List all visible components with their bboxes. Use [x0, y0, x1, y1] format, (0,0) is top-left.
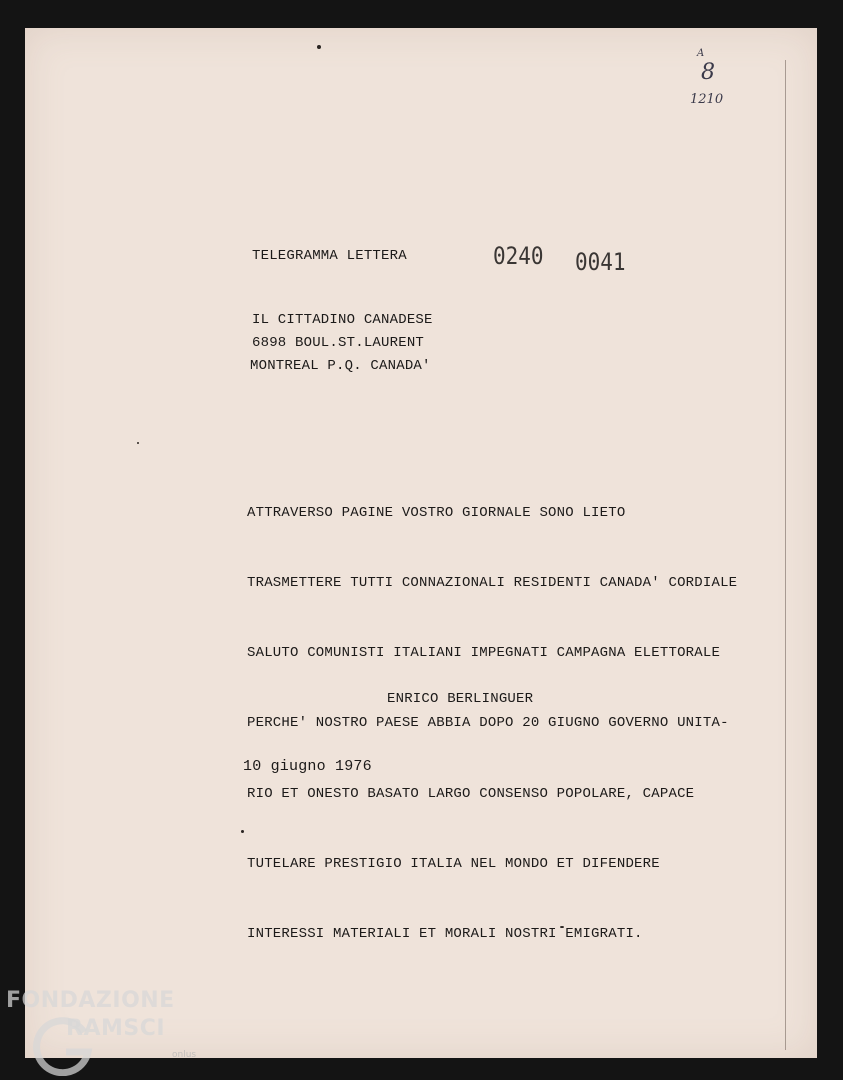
recipient-line-3: MONTREAL P.Q. CANADA' [250, 358, 431, 374]
stamp-number-2: 0041 [575, 248, 626, 276]
paper-speck [241, 830, 244, 833]
message-line: SALUTO COMUNISTI ITALIANI IMPEGNATI CAMPAGNA ELETTORALE [247, 645, 721, 662]
paper-speck [137, 442, 139, 444]
handwritten-mark: 8 [701, 60, 715, 85]
watermark-line-2: RAMSCI [66, 1016, 166, 1041]
watermark-line-1: FONDAZIONE [6, 988, 175, 1013]
message-body [247, 455, 737, 970]
message-line: TRASMETTERE TUTTI CONNAZIONALI RESIDENTI CANADA' CORDIALE [247, 575, 738, 592]
message-line: TUTELARE PRESTIGIO ITALIA NEL MONDO ET DIFENDERE [247, 855, 660, 872]
message-line: INTERESSI MATERIALI ET MORALI NOSTRI EMIGRATI. [247, 926, 643, 943]
document-date: 10 giugno 1976 [243, 758, 372, 775]
message-line: RIO ET ONESTO BASATO LARGO CONSENSO POPOLARE, CAPACE [247, 785, 695, 802]
message-line: ATTRAVERSO PAGINE VOSTRO GIORNALE SONO LIETO [247, 504, 626, 521]
signature: ENRICO BERLINGUER [387, 691, 534, 707]
page-edge-line [785, 60, 786, 1050]
message-line: PERCHE' NOSTRO PAESE ABBIA DOPO 20 GIUGNO GOVERNO UNITA- [247, 715, 729, 732]
stamp-number-1: 0240 [493, 242, 544, 270]
recipient-line-2: 6898 BOUL.ST.LAURENT [252, 335, 425, 351]
handwritten-small-mark: A [697, 48, 705, 59]
watermark-suffix: onlus [172, 1050, 197, 1060]
handwritten-number: 1210 [690, 92, 724, 107]
recipient-line-1: IL CITTADINO CANADESE [252, 312, 433, 328]
document-title: TELEGRAMMA LETTERA [252, 248, 407, 264]
paper-speck [317, 45, 321, 49]
fondazione-gramsci-watermark [4, 988, 214, 1080]
